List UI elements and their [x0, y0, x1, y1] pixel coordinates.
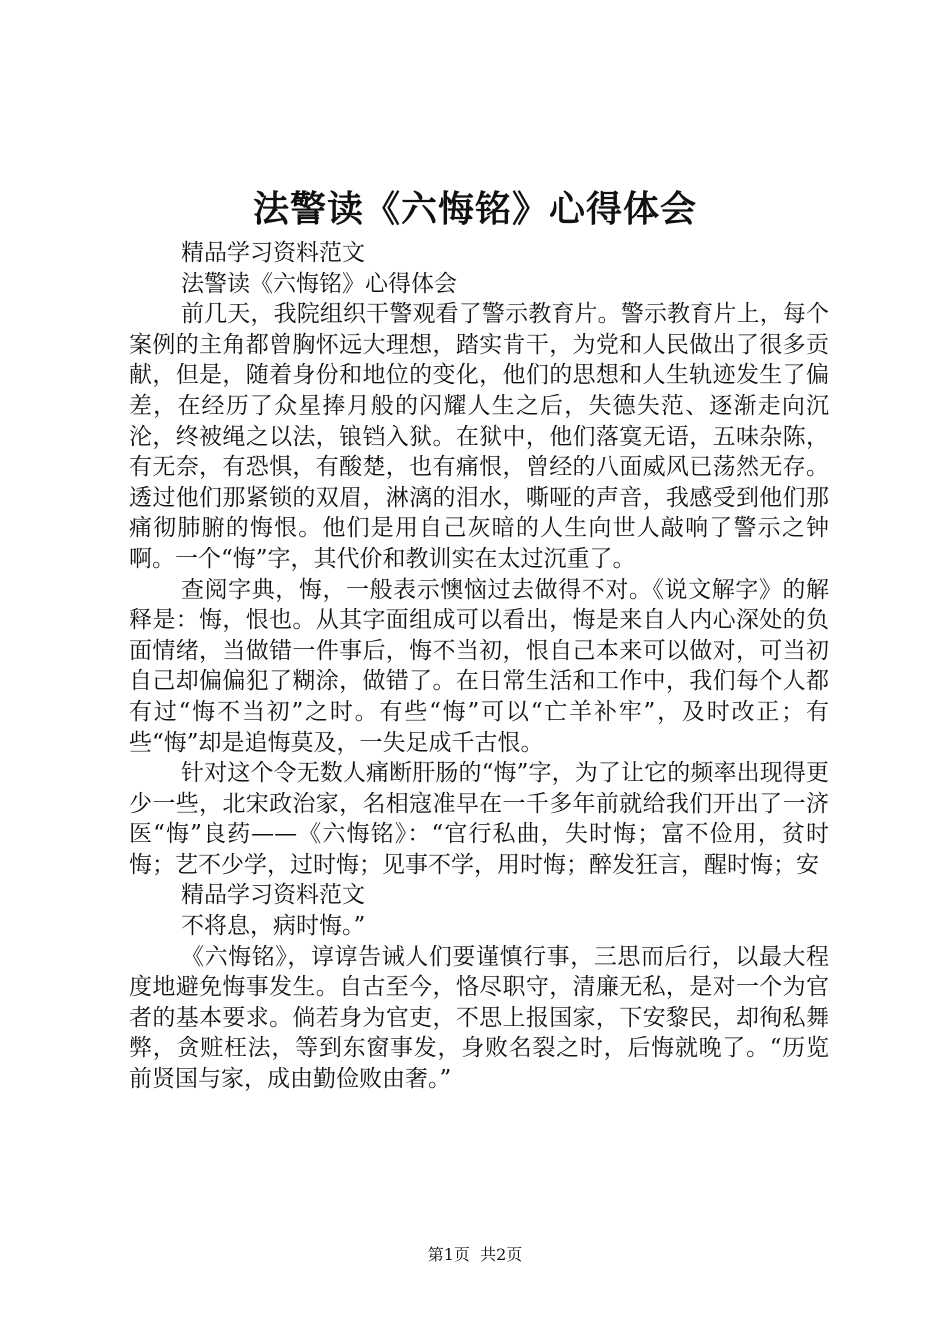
- paragraph: 查阅字典，悔，一般表示懊恼过去做得不对。《说文解字》的解释是：悔，恨也。从其字面组成可以看出，悔是来自人内心深处的负面情绪，当做错一件事后，悔不当初，恨自己本来可以做对，可当初自己却偏偏犯了糊涂，做错了。在日常生活和工作中，我们每个人都有过“悔不当初”之时。有些“悔”可以“亡羊补牢”，及时改正；有些“悔”却是追悔莫及，一失足成千古恨。: [129, 576, 829, 756]
- document-title: 法警读《六悔铭》心得体会: [252, 188, 697, 230]
- paragraph: 不将息，病时悔。”: [181, 913, 366, 940]
- page-footer: [0, 1244, 950, 1266]
- header-note: 精品学习资料范文: [181, 882, 365, 909]
- page-number: 第1页 共2页: [427, 1245, 523, 1264]
- subtitle-line: 法警读《六悔铭》心得体会: [181, 270, 457, 297]
- header-note: 精品学习资料范文: [181, 240, 365, 266]
- paragraph: 针对这个令无数人痛断肝肠的“悔”字，为了让它的频率出现得更少一些，北宋政治家，名相寇准早在一千多年前就给我们开出了一济医“悔”良药——《六悔铭》：“官行私曲，失时悔；富不俭用，贫时悔；艺不少学，过时悔；见事不学，用时悔；醉发狂言，醒时悔；安: [129, 760, 829, 878]
- paragraph: 《六悔铭》，谆谆告诫人们要谨慎行事，三思而后行，以最大程度地避免悔事发生。自古至今，恪尽职守，清廉无私，是对一个为官者的基本要求。倘若身为官吏，不思上报国家，下安黎民，却徇私舞弊，贪赃枉法，等到东窗事发，身败名裂之时，后悔就晚了。“历览前贤国与家，成由勤俭败由奢。”: [129, 943, 829, 1093]
- paragraph: 前几天，我院组织干警观看了警示教育片。警示教育片上，每个案例的主角都曾胸怀远大理想，踏实肯干，为党和人民做出了很多贡献，但是，随着身份和地位的变化，他们的思想和人生轨迹发生了偏差，在经历了众星捧月般的闪耀人生之后，失德失范、逐渐走向沉沦，终被绳之以法，锒铛入狱。在狱中，他们落寞无语，五味杂陈，有无奈，有恐惧，有酸楚，也有痛恨，曾经的八面威风已荡然无存。透过他们那紧锁的双眉，淋漓的泪水，嘶哑的声音，我感受到他们那痛彻肺腑的悔恨。他们是用自己灰暗的人生向世人敲响了警示之钟啊。一个“悔”字，其代价和教训实在太过沉重了。: [129, 301, 829, 572]
- document-body: [129, 238, 829, 1095]
